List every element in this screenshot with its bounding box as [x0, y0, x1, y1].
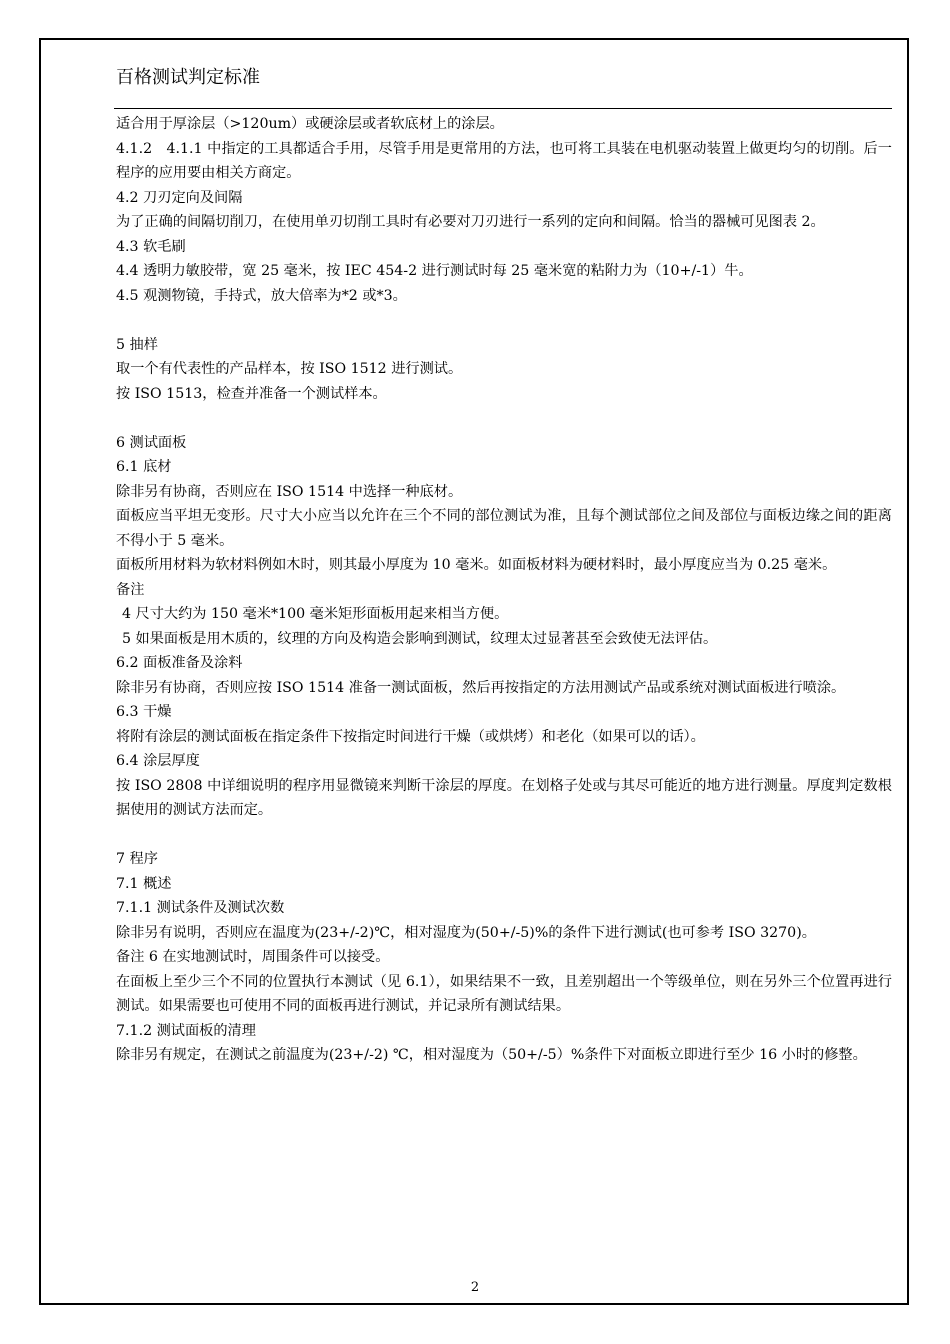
paragraph: 取一个有代表性的产品样本，按 ISO 1512 进行测试。	[116, 361, 463, 377]
note-item: 4 尺寸大约为 150 毫米*100 毫米矩形面板用起来相当方便。	[122, 606, 509, 622]
paragraph: 面板所用材料为软材料例如木时，则其最小厚度为 10 毫米。如面板材料为硬材料时，最小厚度应当为 0.25 毫米。	[116, 557, 837, 573]
paragraph: 除非另有说明，否则应在温度为(23+/-2)℃，相对湿度为(50+/-5)%的条件下进行测试(也可参考 ISO 3270)。	[116, 924, 816, 941]
paragraph: 4.5 观测物镜，手持式，放大倍率为*2 或*3。	[116, 287, 407, 304]
paragraph: 4.1.2 4.1.1 中指定的工具都适合手用，尽管手用是更常用的方法，也可将工具装在电机驱动装置上做更均匀的切削。后一程序的应用要由相关方商定。	[116, 140, 892, 181]
section-heading: 6 测试面板	[116, 434, 187, 451]
paragraph: 适合用于厚涂层（>120um）或硬涂层或者软底材上的涂层。	[116, 116, 504, 132]
section-heading: 6.3 干燥	[116, 704, 172, 720]
note-item: 备注 6 在实地测试时，周围条件可以接受。	[116, 949, 390, 965]
paragraph: 为了正确的间隔切削刀，在使用单刃切削工具时有必要对刀刃进行一系列的定向和间隔。恰当的器械可见图表 2。	[116, 214, 825, 230]
blank-line	[116, 308, 892, 333]
paragraph: 除非另有协商，否则应按 ISO 1514 准备一测试面板，然后再按指定的方法用测试产品或系统对测试面板进行喷涂。	[116, 679, 846, 696]
section-heading: 5 抽样	[116, 336, 158, 353]
section-heading: 7.1.1 测试条件及测试次数	[116, 900, 285, 916]
section-heading: 4.2 刀刃定向及间隔	[116, 189, 243, 206]
section-heading: 6.1 底材	[116, 459, 172, 475]
section-heading: 7.1 概述	[116, 875, 172, 892]
paragraph: 按 ISO 2808 中详细说明的程序用显微镜来判断干涂层的厚度。在划格子处或与其尽可能近的地方进行测量。厚度判定数根据使用的测试方法而定。	[116, 777, 892, 818]
page-number: 2	[470, 1280, 480, 1295]
note-label: 备注	[116, 581, 145, 598]
paragraph: 按 ISO 1513，检查并准备一个测试样本。	[116, 385, 387, 402]
section-heading: 7 程序	[116, 851, 158, 867]
section-heading: 6.2 面板准备及涂料	[116, 655, 243, 671]
section-heading: 4.3 软毛刷	[116, 238, 186, 255]
paragraph: 面板应当平坦无变形。尺寸大小应当以允许在三个不同的部位测试为准，且每个测试部位之间及部位与面板边缘之间的距离不得小于 5 毫米。	[116, 508, 892, 549]
header-divider	[114, 108, 892, 109]
blank-line	[116, 406, 892, 431]
page-header-title: 百格测试判定标准	[116, 67, 260, 88]
paragraph: 4.4 透明力敏胶带，宽 25 毫米，按 IEC 454-2 进行测试时每 25 毫米宽的粘附力为（10+/-1）牛。	[116, 263, 753, 279]
section-heading: 7.1.2 测试面板的清理	[116, 1022, 256, 1039]
note-item: 5 如果面板是用木质的，纹理的方向及构造会影响到测试，纹理太过显著甚至会致使无法评估。	[122, 630, 718, 647]
paragraph: 将附有涂层的测试面板在指定条件下按指定时间进行干燥（或烘烤）和老化（如果可以的话）。	[116, 728, 705, 745]
paragraph: 除非另有协商，否则应在 ISO 1514 中选择一种底材。	[116, 483, 463, 500]
blank-line	[116, 823, 892, 848]
paragraph: 在面板上至少三个不同的位置执行本测试（见 6.1），如果结果不一致，且差别超出一个等级单位，则在另外三个位置再进行测试。如果需要也可使用不同的面板再进行测试，并记录所有测试结果。	[116, 973, 892, 1014]
section-heading: 6.4 涂层厚度	[116, 753, 200, 769]
paragraph: 除非另有规定，在测试之前温度为(23+/-2) ℃，相对湿度为（50+/-5）%条件下对面板立即进行至少 16 小时的修整。	[116, 1047, 867, 1063]
document-body	[116, 112, 892, 1068]
